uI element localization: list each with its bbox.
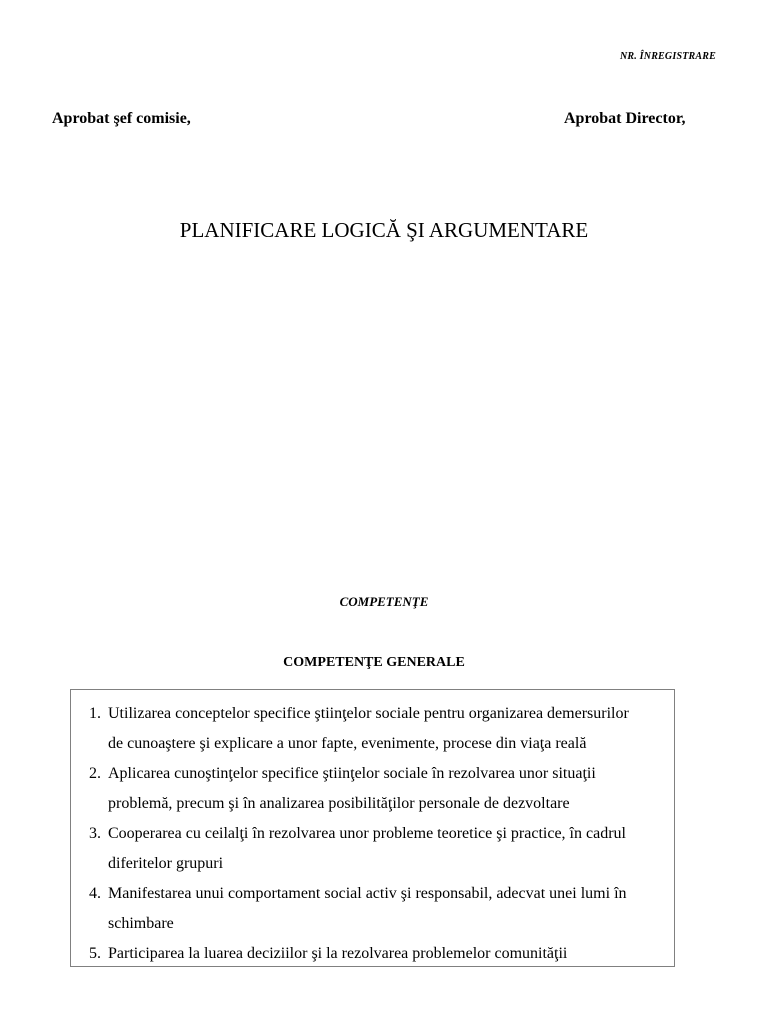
competence-item: [71, 879, 666, 939]
competence-number: 3.: [89, 825, 101, 842]
competence-item: [71, 699, 666, 759]
competence-line: de cunoaştere şi explicare a unor fapte, evenimente, procese din viaţa reală: [108, 735, 587, 752]
competence-line: diferitelor grupuri: [108, 855, 224, 872]
competence-number: 1.: [89, 705, 101, 722]
competence-item: [71, 819, 666, 879]
registration-number-label: NR. ÎNREGISTRARE: [619, 51, 716, 62]
competence-text: [101, 939, 666, 969]
approval-commission-head: Aprobat şef comisie,: [52, 110, 191, 127]
general-competences-list: [71, 699, 666, 969]
competence-text: [101, 699, 666, 759]
competence-number: 4.: [89, 885, 101, 902]
competences-heading: COMPETENŢE: [339, 594, 429, 609]
competence-text: [101, 879, 666, 939]
competence-text: [101, 819, 666, 879]
competence-line: schimbare: [108, 915, 174, 932]
competence-line: Cooperarea cu ceilalţi în rezolvarea unor probleme teoretice şi practice, în cadrul: [108, 825, 626, 842]
competence-line: Participarea la luarea deciziilor şi la rezolvarea problemelor comunităţii: [108, 945, 568, 962]
competence-number: 2.: [89, 765, 101, 782]
competence-item: [71, 939, 666, 969]
competence-item: [71, 759, 666, 819]
general-competences-heading: COMPETENŢE GENERALE: [283, 655, 465, 670]
competence-line: problemă, precum şi în analizarea posibilităţilor personale de dezvoltare: [108, 795, 570, 812]
competence-text: [101, 759, 666, 819]
competence-line: Aplicarea cunoştinţelor specifice ştiinţelor sociale în rezolvarea unor situaţii: [108, 765, 596, 782]
document-title: PLANIFICARE LOGICĂ ŞI ARGUMENTARE: [179, 218, 589, 242]
approval-director: Aprobat Director,: [564, 110, 686, 127]
general-competences-box: [70, 689, 675, 967]
competence-line: Utilizarea conceptelor specifice ştiinţelor sociale pentru organizarea demersurilor: [108, 705, 629, 722]
competence-line: Manifestarea unui comportament social activ şi responsabil, adecvat unei lumi în: [108, 885, 627, 902]
competence-number: 5.: [89, 945, 101, 962]
